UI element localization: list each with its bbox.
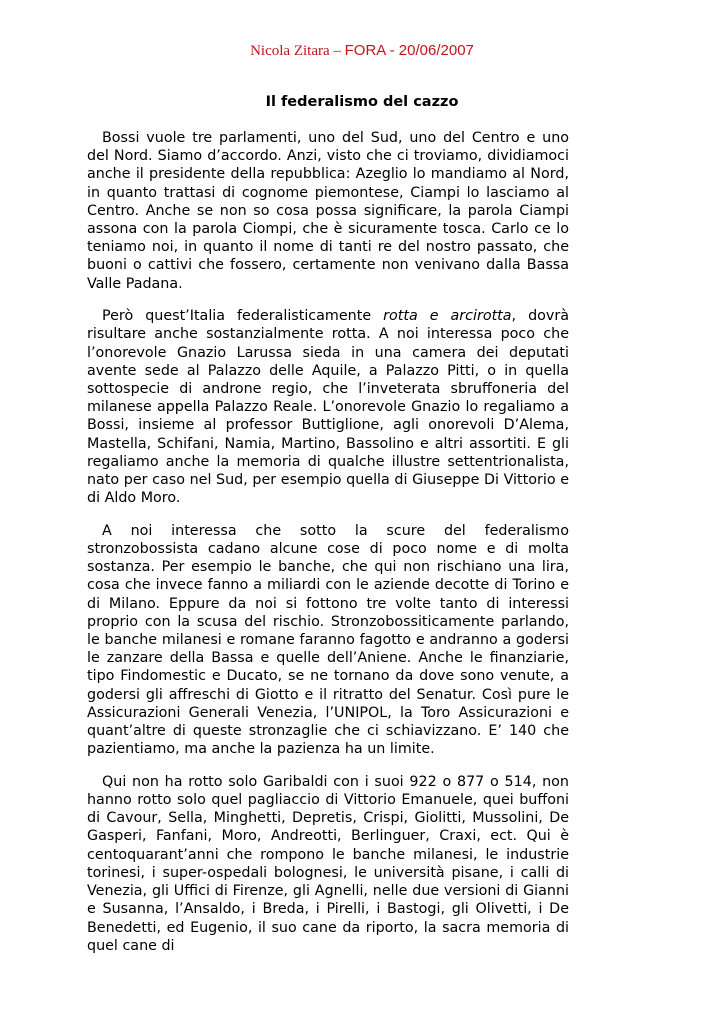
paragraph-2-italic: rotta e arcirotta xyxy=(383,308,512,325)
article-title: Il federalismo del cazzo xyxy=(265,94,459,110)
header-separator: – xyxy=(329,43,345,59)
paragraph-2 xyxy=(87,307,569,507)
paragraph-4: Qui non ha rotto solo Garibaldi con i suoi 922 o 877 o 514, non hanno rotto solo quel pagliaccio di Vittorio Emanuele, quei buffoni di Cavour, Sella, Minghetti, Depretis, Crispi, Giolitti, Mussolini, De Gasperi, Fanfani, Moro, Andreotti, Berlinguer, Craxi, ect. Qui è centoquarant’anni che rompono le banche milanesi, le industrie torinesi, i super-ospedali bolognesi, le università pisane, i calli di Venezia, gli Uffici di Firenze, gli Agnelli, nelle due versioni di Gianni e Susanna, l’Ansaldo, i Breda, i Pirelli, i Bastogi, gli Olivetti, i De Benedetti, ed Eugenio, il suo cane da riporto, la sacra memoria di quel cane di xyxy=(87,773,569,954)
paragraph-2-after: , dovrà risultare anche sostanzialmente rotta. A noi interessa poco che l’onorevole Gnazio Larussa sieda in una camera dei deputati avente sede al Palazzo delle Aquile, a Palazzo Pitti, o in quella sottospecie di androne regio, che l’inveterata sbruffoneria del milanese appella Palazzo Reale. L’onorevole Gnazio lo regaliamo a Bossi, insieme al professor Buttiglione, agli onorevoli D’Alema, Mastella, Schifani, Namia, Martino, Bassolino e altri assortiti. E gli regaliamo anche la memoria di qualche illustre settentrionalista, nato per caso nel Sud, per esempio quella di Giuseppe Di Vittorio e di Aldo Moro. xyxy=(87,308,569,507)
header-source: FORA - 20/06/2007 xyxy=(344,42,474,59)
page-header xyxy=(0,41,724,61)
paragraph-3: A noi interessa che sotto la scure del federalismo stronzobossista cadano alcune cose di poco nome e di molta sostanza. Per esempio le banche, che qui non rischiano una lira, cosa che invece fanno a miliardi con le aziende decotte di Torino e di Milano. Eppure da noi si fottono tre volte tanto di interessi proprio con la scusa del rischio. Stronzobossiticamente parlando, le banche milanesi e romane faranno fagotto e andranno a godersi le zanzare della Bassa e quelle dell’Aniene. Anche le finanziarie, tipo Findomestic e Ducato, se ne tornano da dove sono venute, a godersi gli affreschi di Giotto e il ritratto del Senatur. Così pure le Assicurazioni Generali Venezia, l’UNIPOL, la Toro Assicurazioni e quant’altre di queste stronzaglie che ci schiavizzano. E’ 140 che pazientiamo, ma anche la pazienza ha un limite. xyxy=(87,522,569,758)
paragraph-2-before: Però quest’Italia federalisticamente xyxy=(102,308,384,325)
paragraph-1: Bossi vuole tre parlamenti, uno del Sud, uno del Centro e uno del Nord. Siamo d’accordo. Anzi, visto che ci troviamo, dividiamoci anche il presidente della repubblica: Azeglio lo mandiamo al Nord, in quanto trattasi di cognome piemontese, Ciampi lo lasciamo al Centro. Anche se non so cosa possa significare, la parola Ciampi assona con la parola Ciompi, che è sicuramente tosca. Carlo ce lo teniamo noi, in quanto il nome di tanti re del nostro passato, che buoni o cattivi che fossero, certamente non venivano dalla Bassa Valle Padana. xyxy=(87,130,569,292)
article-body xyxy=(87,129,569,955)
header-author: Nicola Zitara xyxy=(250,43,330,59)
